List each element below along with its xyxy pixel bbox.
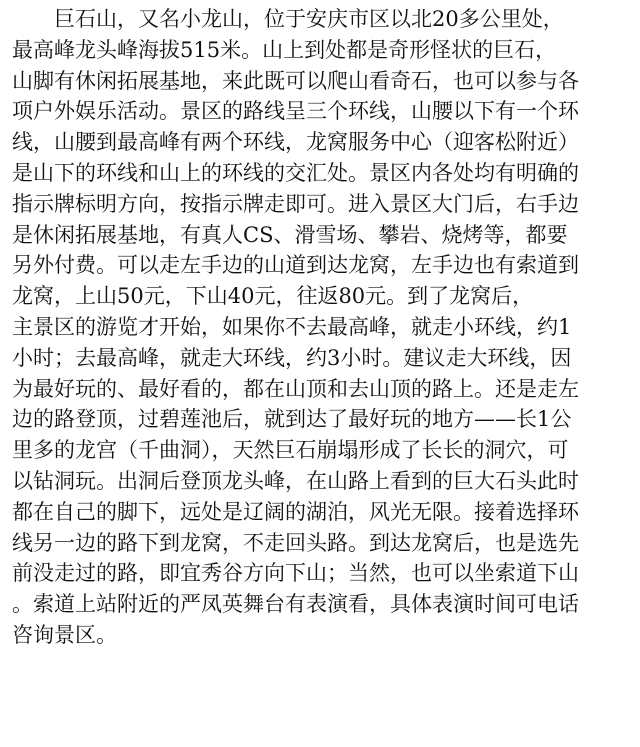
article-body <box>12 4 636 651</box>
text-line: 是山下的环线和山上的环线的交汇处。景区内各处均有明确的 <box>12 160 579 185</box>
text-line: 另外付费。可以走左手边的山道到达龙窝，左手边也有索道到 <box>12 253 579 278</box>
text-line: 都在自己的脚下，远处是辽阔的湖泊，风光无限。接着选择环 <box>12 499 579 524</box>
text-line: 。索道上站附近的严凤英舞台有表演看，具体表演时间可电话 <box>12 592 579 617</box>
text-line: 边的路登顶，过碧莲池后，就到达了最好玩的地方——长1公 <box>12 407 572 432</box>
text-line: 山脚有休闲拓展基地，来此既可以爬山看奇石，也可以参与各 <box>12 68 579 93</box>
text-line: 小时；去最高峰，就走大环线，约3小时。建议走大环线，因 <box>12 345 572 370</box>
text-line: 咨询景区。 <box>12 622 117 647</box>
text-line: 龙窝，上山50元，下山40元，往返80元。到了龙窝后， <box>12 284 534 309</box>
text-line: 线，山腰到最高峰有两个环线，龙窝服务中心（迎客松附近） <box>12 130 579 155</box>
text-line: 指示牌标明方向，按指示牌走即可。进入景区大门后，右手边 <box>12 191 579 216</box>
text-line: 前没走过的路，即宜秀谷方向下山；当然，也可以坐索道下山 <box>12 561 579 586</box>
text-line: 巨石山，又名小龙山，位于安庆市区以北20多公里处， <box>12 7 564 31</box>
text-line: 是休闲拓展基地，有真人CS、滑雪场、攀岩、烧烤等，都要 <box>12 222 568 247</box>
text-line: 线另一边的路下到龙窝，不走回头路。到达龙窝后，也是选先 <box>12 530 579 555</box>
text-line: 最高峰龙头峰海拔515米。山上到处都是奇形怪状的巨石， <box>12 37 557 62</box>
text-line: 主景区的游览才开始，如果你不去最高峰，就走小环线，约1 <box>12 314 572 339</box>
text-line: 里多的龙宫（千曲洞），天然巨石崩塌形成了长长的洞穴，可 <box>12 438 569 463</box>
text-line: 以钻洞玩。出洞后登顶龙头峰，在山路上看到的巨大石头此时 <box>12 468 579 493</box>
text-line: 为最好玩的、最好看的，都在山顶和去山顶的路上。还是走左 <box>12 376 579 401</box>
text-line: 项户外娱乐活动。景区的路线呈三个环线，山腰以下有一个环 <box>12 99 579 124</box>
